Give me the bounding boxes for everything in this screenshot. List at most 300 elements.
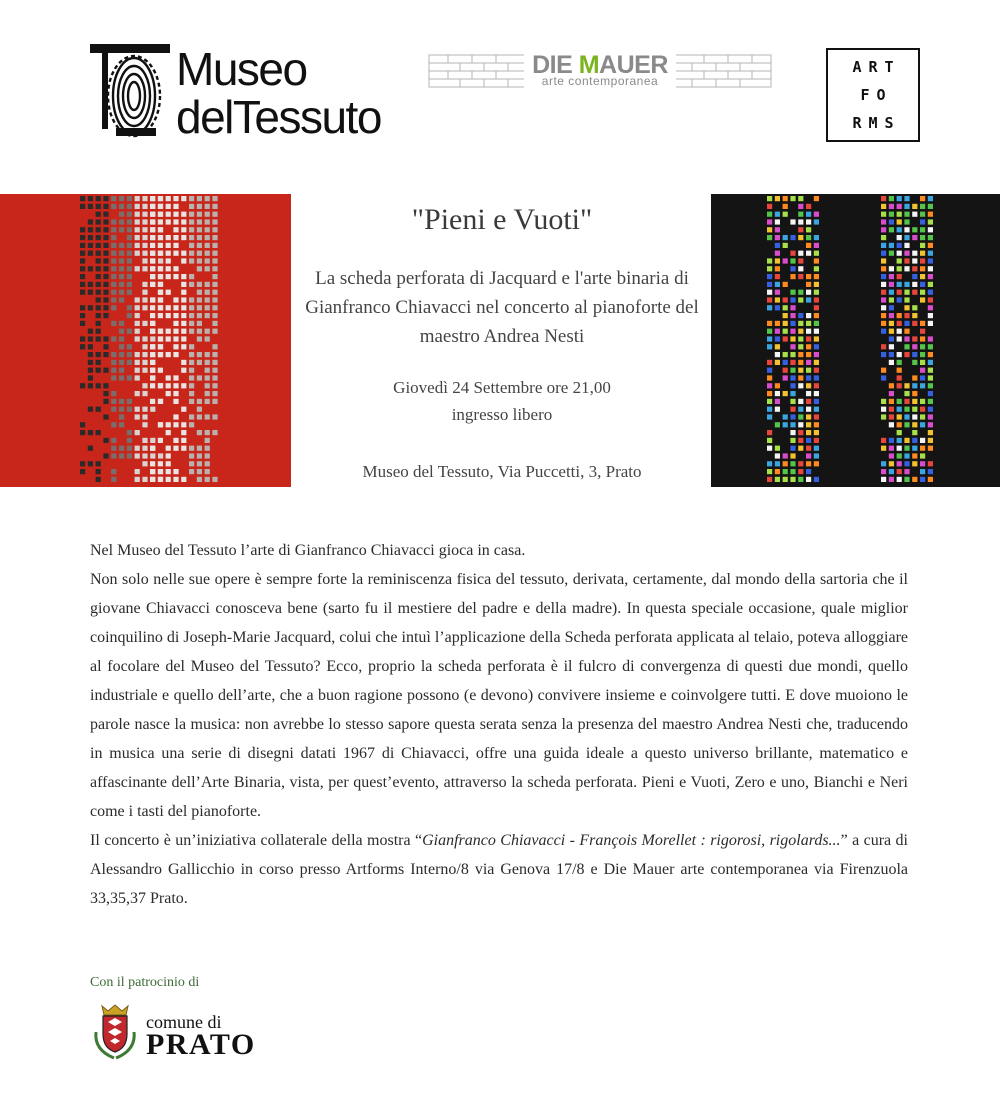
- painting-dot: [767, 391, 772, 396]
- painting-dot: [142, 446, 147, 451]
- painting-dot: [904, 446, 909, 451]
- painting-dot: [150, 297, 155, 302]
- painting-dot: [127, 313, 132, 318]
- painting-dot: [119, 344, 124, 349]
- painting-dot: [889, 196, 894, 201]
- event-venue: Museo del Tessuto, Via Puccetti, 3, Prato: [362, 462, 642, 481]
- painting-dot: [96, 469, 101, 474]
- painting-dot: [897, 422, 902, 427]
- red-binary-art-painting: [0, 194, 291, 487]
- painting-dot: [889, 414, 894, 419]
- painting-dot: [897, 290, 902, 295]
- painting-dot: [135, 321, 140, 326]
- painting-dot: [806, 422, 811, 427]
- painting-dot: [806, 461, 811, 466]
- painting-dot: [897, 282, 902, 287]
- painting-dot: [173, 391, 178, 396]
- painting-dot: [205, 251, 210, 256]
- painting-dot: [928, 274, 933, 279]
- painting-dot: [897, 477, 902, 482]
- painting-dot: [814, 344, 819, 349]
- painting-dot: [790, 313, 795, 318]
- painting-dot: [88, 227, 93, 232]
- painting-dot: [189, 321, 194, 326]
- painting-dot: [912, 438, 917, 443]
- event-description: [90, 536, 908, 913]
- painting-dot: [127, 282, 132, 287]
- painting-dot: [897, 453, 902, 458]
- painting-dot: [111, 375, 116, 380]
- painting-dot: [119, 399, 124, 404]
- painting-dot: [897, 329, 902, 334]
- painting-dot: [920, 251, 925, 256]
- painting-dot: [783, 212, 788, 217]
- painting-dot: [806, 251, 811, 256]
- painting-dot: [881, 305, 886, 310]
- painting-dot: [135, 212, 140, 217]
- painting-dot: [881, 461, 886, 466]
- painting-dot: [783, 321, 788, 326]
- painting-dot: [790, 290, 795, 295]
- painting-dot: [897, 414, 902, 419]
- painting-dot: [96, 368, 101, 373]
- painting-dot: [920, 204, 925, 209]
- painting-dot: [166, 204, 171, 209]
- painting-dot: [897, 430, 902, 435]
- painting-dot: [775, 274, 780, 279]
- painting-dot: [127, 305, 132, 310]
- painting-dot: [897, 196, 902, 201]
- painting-dot: [920, 219, 925, 224]
- painting-dot: [928, 235, 933, 240]
- painting-dot: [897, 251, 902, 256]
- painting-dot: [150, 227, 155, 232]
- painting-dot: [790, 336, 795, 341]
- painting-dot: [119, 414, 124, 419]
- painting-dot: [205, 313, 210, 318]
- painting-dot: [173, 414, 178, 419]
- painting-dot: [150, 212, 155, 217]
- painting-dot: [119, 360, 124, 365]
- painting-dot: [96, 258, 101, 263]
- painting-dot: [142, 251, 147, 256]
- painting-dot: [103, 453, 108, 458]
- painting-dot: [790, 196, 795, 201]
- painting-dot: [135, 414, 140, 419]
- painting-dot: [96, 219, 101, 224]
- painting-dot: [798, 375, 803, 380]
- painting-dot: [889, 336, 894, 341]
- painting-dot: [111, 251, 116, 256]
- painting-dot: [158, 196, 163, 201]
- painting-dot: [920, 477, 925, 482]
- painting-dot: [197, 352, 202, 357]
- painting-dot: [798, 313, 803, 318]
- painting-dot: [798, 297, 803, 302]
- painting-dot: [150, 204, 155, 209]
- painting-dot: [127, 243, 132, 248]
- painting-dot: [767, 282, 772, 287]
- painting-dot: [904, 258, 909, 263]
- painting-dot: [173, 305, 178, 310]
- painting-dot: [775, 290, 780, 295]
- painting-dot: [127, 196, 132, 201]
- painting-dot: [806, 407, 811, 412]
- painting-dot: [814, 258, 819, 263]
- painting-dot: [897, 352, 902, 357]
- painting-dot: [767, 204, 772, 209]
- painting-dot: [897, 469, 902, 474]
- painting-dot: [166, 336, 171, 341]
- artforms-row-1: ART: [852, 58, 901, 76]
- painting-dot: [904, 407, 909, 412]
- painting-dot: [806, 282, 811, 287]
- painting-dot: [166, 219, 171, 224]
- painting-dot: [798, 196, 803, 201]
- painting-dot: [775, 399, 780, 404]
- painting-dot: [904, 477, 909, 482]
- painting-dot: [928, 407, 933, 412]
- painting-dot: [814, 414, 819, 419]
- event-title: "Pieni e Vuoti": [411, 203, 593, 236]
- painting-dot: [119, 274, 124, 279]
- painting-dot: [135, 313, 140, 318]
- painting-dot: [150, 446, 155, 451]
- painting-dot: [783, 305, 788, 310]
- painting-dot: [189, 469, 194, 474]
- painting-dot: [80, 266, 85, 271]
- painting-dot: [912, 227, 917, 232]
- painting-dot: [119, 329, 124, 334]
- painting-dot: [767, 383, 772, 388]
- painting-dot: [775, 360, 780, 365]
- painting-dot: [904, 196, 909, 201]
- painting-dot: [80, 258, 85, 263]
- painting-dot: [150, 313, 155, 318]
- painting-dot: [173, 219, 178, 224]
- painting-dot: [127, 407, 132, 412]
- painting-dot: [80, 274, 85, 279]
- painting-dot: [928, 391, 933, 396]
- painting-dot: [142, 438, 147, 443]
- painting-dot: [88, 305, 93, 310]
- painting-dot: [205, 243, 210, 248]
- painting-dot: [142, 321, 147, 326]
- painting-dot: [96, 336, 101, 341]
- painting-dot: [127, 204, 132, 209]
- painting-dot: [181, 368, 186, 373]
- painting-dot: [189, 204, 194, 209]
- painting-dot: [897, 274, 902, 279]
- painting-dot: [142, 290, 147, 295]
- painting-dot: [806, 290, 811, 295]
- painting-dot: [205, 461, 210, 466]
- painting-dot: [897, 399, 902, 404]
- painting-dot: [142, 414, 147, 419]
- painting-dot: [150, 321, 155, 326]
- painting-dot: [920, 266, 925, 271]
- painting-dot: [103, 243, 108, 248]
- painting-dot: [181, 282, 186, 287]
- painting-dot: [197, 329, 202, 334]
- painting-dot: [814, 430, 819, 435]
- painting-dot: [181, 219, 186, 224]
- painting-dot: [197, 282, 202, 287]
- painting-dot: [767, 258, 772, 263]
- painting-dot: [135, 352, 140, 357]
- painting-dot: [928, 321, 933, 326]
- painting-dot: [889, 305, 894, 310]
- painting-dot: [111, 453, 116, 458]
- painting-dot: [205, 258, 210, 263]
- painting-dot: [881, 266, 886, 271]
- painting-dot: [119, 251, 124, 256]
- painting-dot: [166, 352, 171, 357]
- painting-dot: [150, 469, 155, 474]
- painting-dot: [912, 274, 917, 279]
- painting-dot: [205, 414, 210, 419]
- painting-dot: [150, 305, 155, 310]
- painting-dot: [142, 196, 147, 201]
- painting-dot: [189, 352, 194, 357]
- painting-dot: [928, 352, 933, 357]
- painting-dot: [166, 383, 171, 388]
- painting-dot: [181, 258, 186, 263]
- painting-dot: [806, 414, 811, 419]
- painting-dot: [790, 352, 795, 357]
- description-paragraph-3: Il concerto è un’iniziativa collaterale della mostra “Gianfranco Chiavacci - François Morellet : rigorosi, rigolards...” a cura di Alessandro Gallicchio in corso presso Artforms Interno/8 via Genova 17/8 e Die Mauer arte contemporanea via Firenzuola 33,35,37 Prato.: [90, 832, 908, 907]
- painting-dot: [142, 336, 147, 341]
- painting-dot: [88, 336, 93, 341]
- painting-dot: [158, 461, 163, 466]
- painting-dot: [783, 235, 788, 240]
- painting-dot: [897, 227, 902, 232]
- painting-dot: [806, 469, 811, 474]
- painting-dot: [798, 235, 803, 240]
- painting-dot: [790, 258, 795, 263]
- painting-dot: [928, 414, 933, 419]
- painting-dot: [783, 258, 788, 263]
- prato-logo-line-2: PRATO: [146, 1028, 256, 1061]
- painting-dot: [904, 414, 909, 419]
- painting-dot: [889, 313, 894, 318]
- painting-dot: [904, 235, 909, 240]
- painting-dot: [881, 274, 886, 279]
- painting-dot: [197, 399, 202, 404]
- painting-dot: [166, 212, 171, 217]
- painting-dot: [158, 251, 163, 256]
- painting-dot: [150, 399, 155, 404]
- painting-dot: [127, 360, 132, 365]
- painting-dot: [928, 438, 933, 443]
- painting-dot: [96, 430, 101, 435]
- painting-dot: [88, 329, 93, 334]
- painting-dot: [119, 282, 124, 287]
- painting-dot: [814, 461, 819, 466]
- painting-dot: [806, 438, 811, 443]
- painting-dot: [96, 274, 101, 279]
- painting-dot: [767, 407, 772, 412]
- painting-dot: [158, 453, 163, 458]
- painting-dot: [897, 243, 902, 248]
- painting-dot: [881, 414, 886, 419]
- painting-dot: [197, 430, 202, 435]
- painting-dot: [889, 477, 894, 482]
- painting-dot: [920, 344, 925, 349]
- painting-dot: [205, 305, 210, 310]
- painting-dot: [881, 235, 886, 240]
- painting-dot: [814, 446, 819, 451]
- painting-dot: [119, 219, 124, 224]
- painting-dot: [767, 446, 772, 451]
- painting-dot: [775, 251, 780, 256]
- painting-dot: [181, 290, 186, 295]
- painting-dot: [798, 446, 803, 451]
- painting-dot: [767, 305, 772, 310]
- painting-dot: [889, 274, 894, 279]
- painting-dot: [889, 282, 894, 287]
- painting-dot: [798, 274, 803, 279]
- painting-dot: [173, 329, 178, 334]
- painting-dot: [806, 383, 811, 388]
- painting-dot: [212, 360, 217, 365]
- painting-dot: [814, 329, 819, 334]
- painting-dot: [920, 407, 925, 412]
- painting-dot: [142, 282, 147, 287]
- painting-dot: [897, 204, 902, 209]
- painting-dot: [897, 235, 902, 240]
- painting-dot: [173, 212, 178, 217]
- painting-dot: [212, 196, 217, 201]
- painting-dot: [212, 368, 217, 373]
- painting-dot: [920, 453, 925, 458]
- painting-dot: [158, 313, 163, 318]
- painting-dot: [897, 461, 902, 466]
- painting-dot: [790, 266, 795, 271]
- painting-dot: [775, 196, 780, 201]
- painting-dot: [205, 329, 210, 334]
- painting-dot: [920, 399, 925, 404]
- painting-dot: [80, 251, 85, 256]
- painting-dot: [912, 305, 917, 310]
- painting-dot: [189, 453, 194, 458]
- painting-dot: [181, 212, 186, 217]
- painting-dot: [767, 196, 772, 201]
- painting-dot: [920, 212, 925, 217]
- painting-dot: [119, 227, 124, 232]
- die-mauer-logo: [428, 52, 772, 92]
- painting-dot: [135, 227, 140, 232]
- painting-dot: [119, 290, 124, 295]
- painting-dot: [783, 204, 788, 209]
- painting-dot: [806, 297, 811, 302]
- painting-dot: [181, 297, 186, 302]
- painting-dot: [103, 352, 108, 357]
- painting-dot: [928, 368, 933, 373]
- painting-dot: [189, 344, 194, 349]
- painting-dot: [142, 461, 147, 466]
- painting-dot: [96, 243, 101, 248]
- painting-dot: [775, 235, 780, 240]
- painting-dot: [814, 196, 819, 201]
- painting-dot: [142, 204, 147, 209]
- painting-dot: [150, 258, 155, 263]
- painting-dot: [135, 266, 140, 271]
- painting-dot: [881, 477, 886, 482]
- museo-del-tessuto-logo: [90, 44, 390, 144]
- painting-dot: [111, 446, 116, 451]
- painting-dot: [767, 399, 772, 404]
- painting-dot: [881, 375, 886, 380]
- painting-dot: [96, 360, 101, 365]
- painting-dot: [103, 391, 108, 396]
- painting-dot: [127, 235, 132, 240]
- painting-dot: [904, 469, 909, 474]
- painting-dot: [88, 446, 93, 451]
- painting-dot: [150, 438, 155, 443]
- painting-dot: [775, 219, 780, 224]
- painting-dot: [767, 321, 772, 326]
- painting-dot: [814, 305, 819, 310]
- painting-dot: [127, 212, 132, 217]
- painting-dot: [119, 297, 124, 302]
- painting-dot: [189, 243, 194, 248]
- painting-dot: [920, 360, 925, 365]
- painting-dot: [88, 243, 93, 248]
- painting-dot: [912, 258, 917, 263]
- painting-dot: [96, 212, 101, 217]
- painting-dot: [889, 453, 894, 458]
- painting-dot: [181, 274, 186, 279]
- painting-dot: [767, 360, 772, 365]
- painting-dot: [767, 430, 772, 435]
- painting-dot: [103, 235, 108, 240]
- painting-dot: [814, 290, 819, 295]
- painting-dot: [767, 219, 772, 224]
- painting-dot: [111, 352, 116, 357]
- painting-dot: [96, 297, 101, 302]
- painting-dot: [814, 391, 819, 396]
- painting-dot: [127, 438, 132, 443]
- painting-dot: [103, 399, 108, 404]
- painting-dot: [189, 219, 194, 224]
- painting-dot: [904, 282, 909, 287]
- prato-logo-line-1: comune di: [146, 1012, 222, 1032]
- painting-dot: [889, 297, 894, 302]
- painting-dot: [798, 407, 803, 412]
- painting-dot: [173, 375, 178, 380]
- painting-dot: [166, 266, 171, 271]
- painting-dot: [767, 227, 772, 232]
- painting-dot: [889, 407, 894, 412]
- painting-dot: [119, 375, 124, 380]
- painting-dot: [119, 352, 124, 357]
- painting-dot: [158, 344, 163, 349]
- painting-dot: [173, 344, 178, 349]
- painting-dot: [928, 344, 933, 349]
- painting-dot: [881, 243, 886, 248]
- painting-dot: [197, 360, 202, 365]
- painting-dot: [775, 446, 780, 451]
- painting-dot: [96, 204, 101, 209]
- painting-dot: [904, 321, 909, 326]
- painting-dot: [189, 251, 194, 256]
- painting-dot: [212, 329, 217, 334]
- painting-dot: [88, 407, 93, 412]
- painting-dot: [798, 368, 803, 373]
- painting-dot: [111, 243, 116, 248]
- painting-dot: [783, 469, 788, 474]
